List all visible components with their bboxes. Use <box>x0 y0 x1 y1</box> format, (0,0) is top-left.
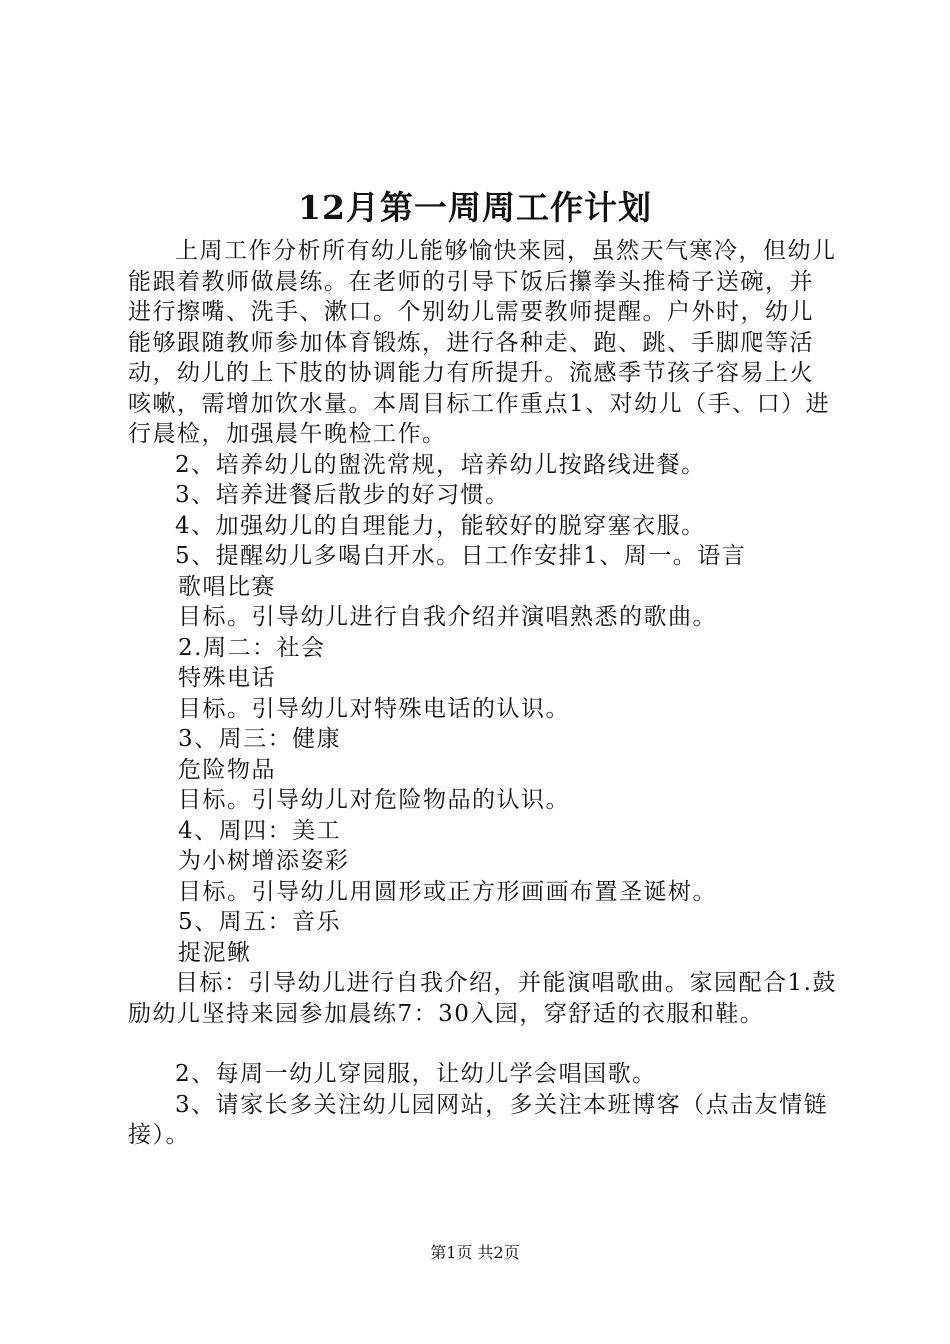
document-title: 12月第一周周工作计划 <box>298 188 652 227</box>
activity-tuesday-goal: 目标。引导幼儿对特殊电话的认识。 <box>178 695 570 722</box>
paragraph-gap <box>128 1029 838 1059</box>
activity-thursday-goal: 目标。引导幼儿用圆形或正方形画画布置圣诞树。 <box>178 878 717 905</box>
home-school-item-3: 3、请家长多关注幼儿园网站，多关注本班博客（点击友情链接）。 <box>128 1091 829 1148</box>
activity-thursday-title: 为小树增添姿彩 <box>178 848 350 874</box>
activity-friday-title: 捉泥鳅 <box>178 939 252 966</box>
paragraph-goal-2: 2、培养幼儿的盥洗常规，培养幼儿按路线进餐。 <box>175 451 706 478</box>
activity-wednesday: 3、周三：健康 <box>178 726 342 752</box>
activity-wednesday-title: 危险物品 <box>178 756 276 783</box>
paragraph-goal-5: 5、提醒幼儿多喝白开水。日工作安排1、周一。语言 <box>175 543 747 569</box>
activity-tuesday: 2.周二：社会 <box>178 634 326 661</box>
activity-wednesday-goal: 目标。引导幼儿对危险物品的认识。 <box>178 787 570 813</box>
paragraph-summary: 上周工作分析所有幼儿能够愉快来园，虽然天气寒冷，但幼儿能跟着教师做晨练。在老师的引导下饭后攥拳头推椅子送碗，并进行擦嘴、洗手、漱口。个别幼儿需要教师提醒。户外时，幼儿能够跟随教师参加体育锻炼，进行各种走、跑、跳、手脚爬等活动，幼儿的上下肢的协调能力有所提升。流感季节孩子容易上火咳嗽，需增加饮水量。本周目标工作重点1、对幼儿（手、口）进行晨检，加强晨午晚检工作。 <box>128 238 837 447</box>
page-footer: 第1页 共2页 <box>430 1243 520 1262</box>
activity-tuesday-title: 特殊电话 <box>178 665 276 691</box>
activity-thursday: 4、周四：美工 <box>178 817 342 844</box>
home-school-item-2: 2、每周一幼儿穿园服，让幼儿学会唱国歌。 <box>175 1061 657 1087</box>
activity-monday-goal: 目标。引导幼儿进行自我介绍并演唱熟悉的歌曲。 <box>178 604 717 630</box>
document-body <box>128 236 838 1151</box>
paragraph-goal-3: 3、培养进餐后散步的好习惯。 <box>175 482 510 508</box>
activity-monday-title: 歌唱比赛 <box>178 573 276 600</box>
activity-friday-goal: 目标：引导幼儿进行自我介绍，并能演唱歌曲。家园配合1.鼓励幼儿坚持来园参加晨练7：30入园，穿舒适的衣服和鞋。 <box>128 970 837 1027</box>
paragraph-goal-4: 4、加强幼儿的自理能力，能较好的脱穿塞衣服。 <box>175 512 706 539</box>
activity-friday: 5、周五：音乐 <box>178 909 342 935</box>
